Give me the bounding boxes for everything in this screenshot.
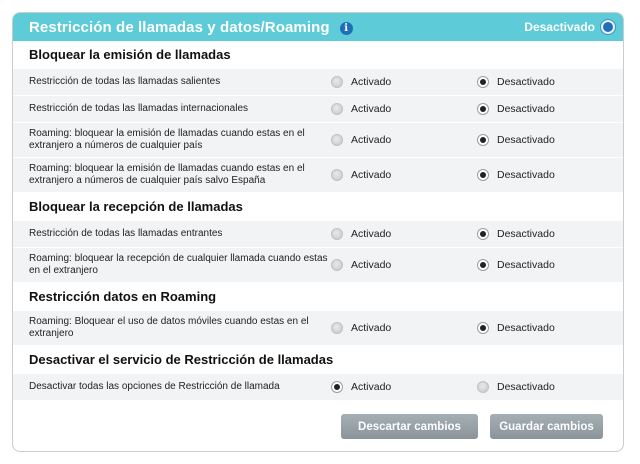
radio-desactivado-icon[interactable] — [477, 322, 489, 334]
radio-activado-icon[interactable] — [331, 259, 343, 271]
option-row — [13, 311, 623, 346]
radio-label: Desactivado — [497, 322, 555, 334]
radio-desactivado-icon[interactable] — [477, 228, 489, 240]
radio-activado-icon[interactable] — [331, 103, 343, 115]
option-row — [13, 69, 623, 96]
radio-option-activado[interactable] — [329, 134, 477, 146]
radio-option-activado[interactable] — [329, 322, 477, 334]
radio-label: Desactivado — [497, 103, 555, 115]
radio-option-desactivado[interactable] — [477, 134, 607, 146]
radio-desactivado-icon[interactable] — [477, 381, 489, 393]
option-row — [13, 158, 623, 193]
radio-label: Desactivado — [497, 228, 555, 240]
radio-activado-icon[interactable] — [331, 381, 343, 393]
radio-label: Activado — [351, 381, 392, 393]
option-row — [13, 123, 623, 158]
call-restriction-panel — [12, 12, 624, 452]
save-changes-button[interactable]: Guardar cambios — [490, 414, 603, 439]
radio-option-desactivado[interactable] — [477, 322, 607, 334]
header-status-label: Desactivado — [524, 20, 595, 34]
radio-activado-icon[interactable] — [331, 76, 343, 88]
radio-option-desactivado[interactable] — [477, 381, 607, 393]
radio-activado-icon[interactable] — [331, 134, 343, 146]
header-status[interactable] — [524, 20, 615, 34]
radio-option-desactivado[interactable] — [477, 259, 607, 271]
section-title: Restricción datos en Roaming — [29, 289, 217, 304]
radio-label: Desactivado — [497, 76, 555, 88]
radio-option-activado[interactable] — [329, 76, 477, 88]
radio-option-activado[interactable] — [329, 228, 477, 240]
radio-option-desactivado[interactable] — [477, 103, 607, 115]
radio-option-desactivado[interactable] — [477, 76, 607, 88]
row-label: Roaming: bloquear la emisión de llamadas cuando estas en el extranjero a números de cualquier país salvo España — [29, 163, 305, 186]
radio-label: Activado — [351, 169, 392, 181]
radio-label: Desactivado — [497, 169, 555, 181]
panel-header — [13, 13, 623, 41]
row-label: Roaming: Bloquear el uso de datos móviles cuando estas en el extranjero — [29, 316, 309, 339]
radio-label: Desactivado — [497, 134, 555, 146]
info-icon[interactable]: i — [340, 22, 353, 35]
radio-option-activado[interactable] — [329, 169, 477, 181]
radio-option-activado[interactable] — [329, 103, 477, 115]
radio-option-desactivado[interactable] — [477, 169, 607, 181]
radio-desactivado-icon[interactable] — [477, 169, 489, 181]
section-title: Desactivar el servicio de Restricción de llamadas — [29, 352, 334, 367]
row-label: Restricción de todas las llamadas entrantes — [29, 228, 223, 239]
radio-label: Activado — [351, 76, 392, 88]
row-label: Restricción de todas las llamadas salientes — [29, 76, 221, 87]
radio-desactivado-icon[interactable] — [477, 76, 489, 88]
row-label: Roaming: bloquear la emisión de llamadas cuando estas en el extranjero a números de cualquier país — [29, 128, 305, 151]
row-label: Desactivar todas las opciones de Restricción de llamada — [29, 381, 280, 392]
panel-title: Restricción de llamadas y datos/Roaming — [29, 18, 330, 36]
option-row — [13, 248, 623, 283]
section-title: Bloquear la recepción de llamadas — [29, 199, 243, 214]
radio-activado-icon[interactable] — [331, 169, 343, 181]
section-title: Bloquear la emisión de llamadas — [29, 47, 231, 62]
footer-actions — [341, 414, 603, 439]
radio-activado-icon[interactable] — [331, 322, 343, 334]
discard-changes-button[interactable]: Descartar cambios — [341, 414, 478, 439]
radio-desactivado-icon[interactable] — [477, 103, 489, 115]
radio-label: Activado — [351, 322, 392, 334]
radio-option-desactivado[interactable] — [477, 228, 607, 240]
radio-desactivado-icon[interactable] — [477, 259, 489, 271]
option-row — [13, 96, 623, 123]
option-row — [13, 374, 623, 401]
radio-label: Activado — [351, 134, 392, 146]
row-label: Roaming: bloquear la recepción de cualquier llamada cuando estas en el extranjero — [29, 253, 328, 276]
radio-label: Desactivado — [497, 259, 555, 271]
option-row — [13, 221, 623, 248]
radio-activado-icon[interactable] — [331, 228, 343, 240]
sections-container — [13, 41, 623, 401]
row-label: Restricción de todas las llamadas internacionales — [29, 103, 249, 114]
radio-label: Desactivado — [497, 381, 555, 393]
radio-option-activado[interactable] — [329, 381, 477, 393]
radio-label: Activado — [351, 228, 392, 240]
radio-option-activado[interactable] — [329, 259, 477, 271]
radio-label: Activado — [351, 103, 392, 115]
radio-desactivado-icon[interactable] — [477, 134, 489, 146]
service-toggle[interactable] — [601, 20, 615, 34]
radio-label: Activado — [351, 259, 392, 271]
